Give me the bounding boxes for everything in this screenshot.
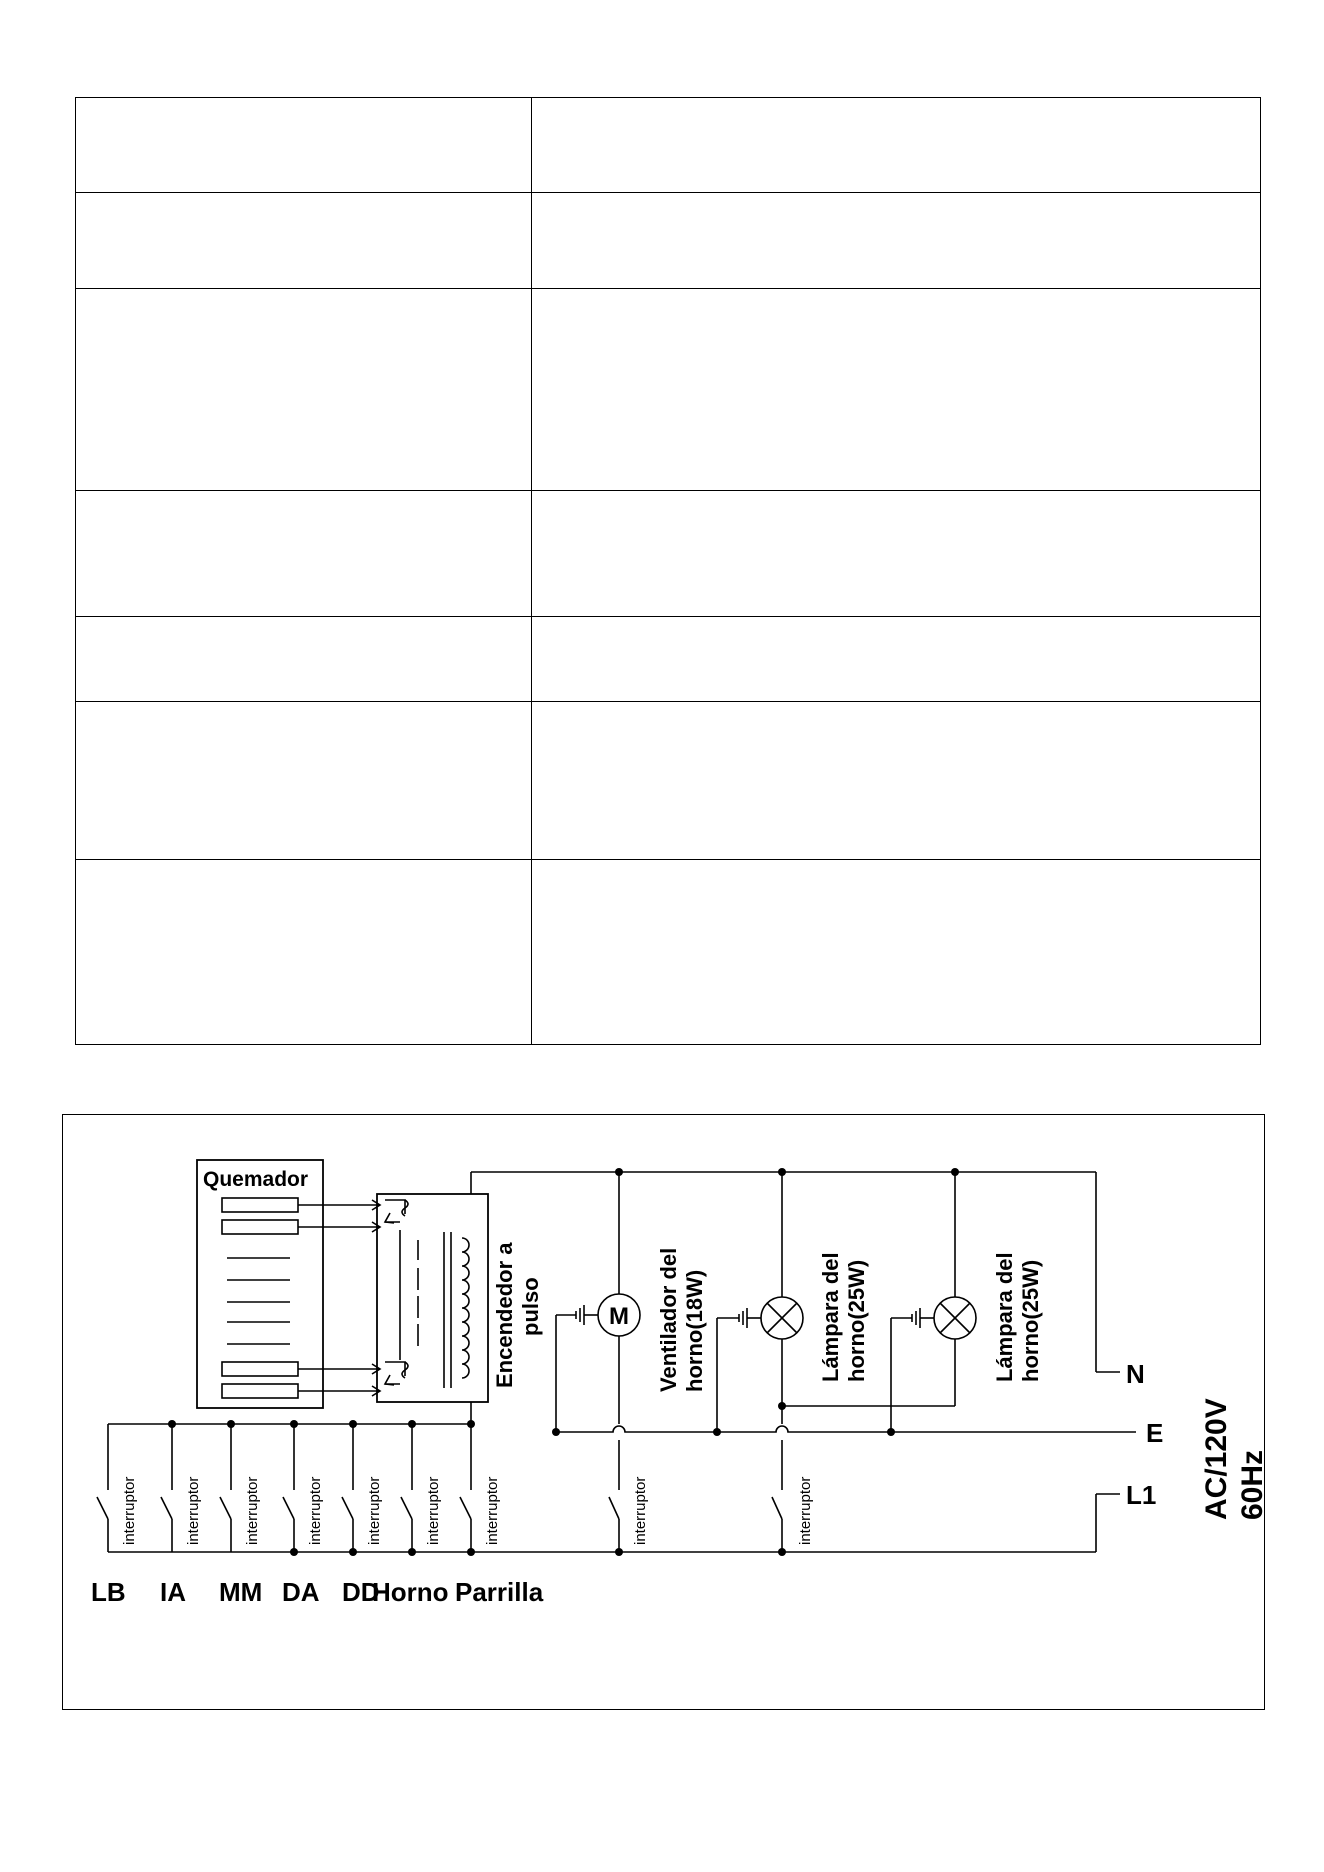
- switch-label: interruptor: [185, 1476, 202, 1545]
- lamp1-label-line1: Lámpara del: [818, 1252, 843, 1382]
- igniter-label-line1: Encendedor a: [492, 1242, 517, 1388]
- supply-voltage-label: AC/120V: [1200, 1398, 1233, 1520]
- valve-switch: [460, 1424, 501, 1552]
- switch-names: [91, 1577, 544, 1607]
- valve-switch: [97, 1424, 138, 1552]
- igniter-label-line2: pulso: [518, 1277, 543, 1336]
- oven-lamp-1: [717, 1172, 869, 1432]
- valve-switches: [97, 1424, 501, 1552]
- fan-label-line1: Ventilador del: [656, 1247, 681, 1392]
- electrode-leads: [298, 1200, 380, 1396]
- switch-name-da: DA: [282, 1577, 320, 1607]
- valve-switch: [401, 1424, 442, 1552]
- terminal-l1-label: L1: [1126, 1480, 1157, 1510]
- junction-dot: [778, 1548, 786, 1556]
- junction-dot: [778, 1402, 786, 1410]
- switch-label: interruptor: [484, 1476, 501, 1545]
- terminal-e-label: E: [1146, 1418, 1164, 1448]
- junction-dot: [713, 1428, 721, 1436]
- burner-label: Quemador: [203, 1168, 309, 1191]
- switch-name-ia: IA: [160, 1577, 186, 1607]
- burner-block: [197, 1160, 323, 1408]
- supply-rating: [1200, 1398, 1269, 1520]
- junction-dot: [552, 1428, 560, 1436]
- valve-switch: [283, 1424, 324, 1552]
- lamp-switch: [772, 1440, 814, 1552]
- lamp2-label-line1: Lámpara del: [992, 1252, 1017, 1382]
- terminal-n-label: N: [1126, 1359, 1145, 1389]
- junction-dot: [615, 1548, 623, 1556]
- switch-label: interruptor: [307, 1476, 324, 1545]
- switch-label: interruptor: [121, 1476, 138, 1545]
- switch-label: interruptor: [425, 1476, 442, 1545]
- fan-label-line2: horno(18W): [682, 1269, 707, 1392]
- switch-name-dd: DD: [342, 1577, 380, 1607]
- junction-dot: [887, 1428, 895, 1436]
- supply-frequency-label: 60Hz: [1236, 1449, 1269, 1520]
- valve-switch: [220, 1424, 261, 1552]
- valve-switch: [342, 1424, 383, 1552]
- switch-name-parrilla: Parrilla: [455, 1577, 544, 1607]
- switch-label: interruptor: [632, 1476, 649, 1545]
- switch-name-horno: Horno: [372, 1577, 449, 1607]
- lamp2-label-line2: horno(25W): [1018, 1259, 1043, 1382]
- pulse-igniter: [377, 1194, 543, 1402]
- neutral-bus: [471, 1168, 1145, 1389]
- motor-symbol: M: [609, 1303, 629, 1330]
- switch-label: interruptor: [797, 1476, 814, 1545]
- switch-label: interruptor: [244, 1476, 261, 1545]
- switch-name-mm: MM: [219, 1577, 263, 1607]
- fan-switch: [609, 1440, 649, 1552]
- switch-top-bus: [108, 1402, 475, 1428]
- valve-switch: [161, 1424, 202, 1552]
- fan-motor: [556, 1172, 707, 1432]
- switch-label: interruptor: [366, 1476, 383, 1545]
- lamp1-label-line2: horno(25W): [844, 1259, 869, 1382]
- switch-name-lb: LB: [91, 1577, 126, 1607]
- earth-bus: [552, 1418, 1163, 1448]
